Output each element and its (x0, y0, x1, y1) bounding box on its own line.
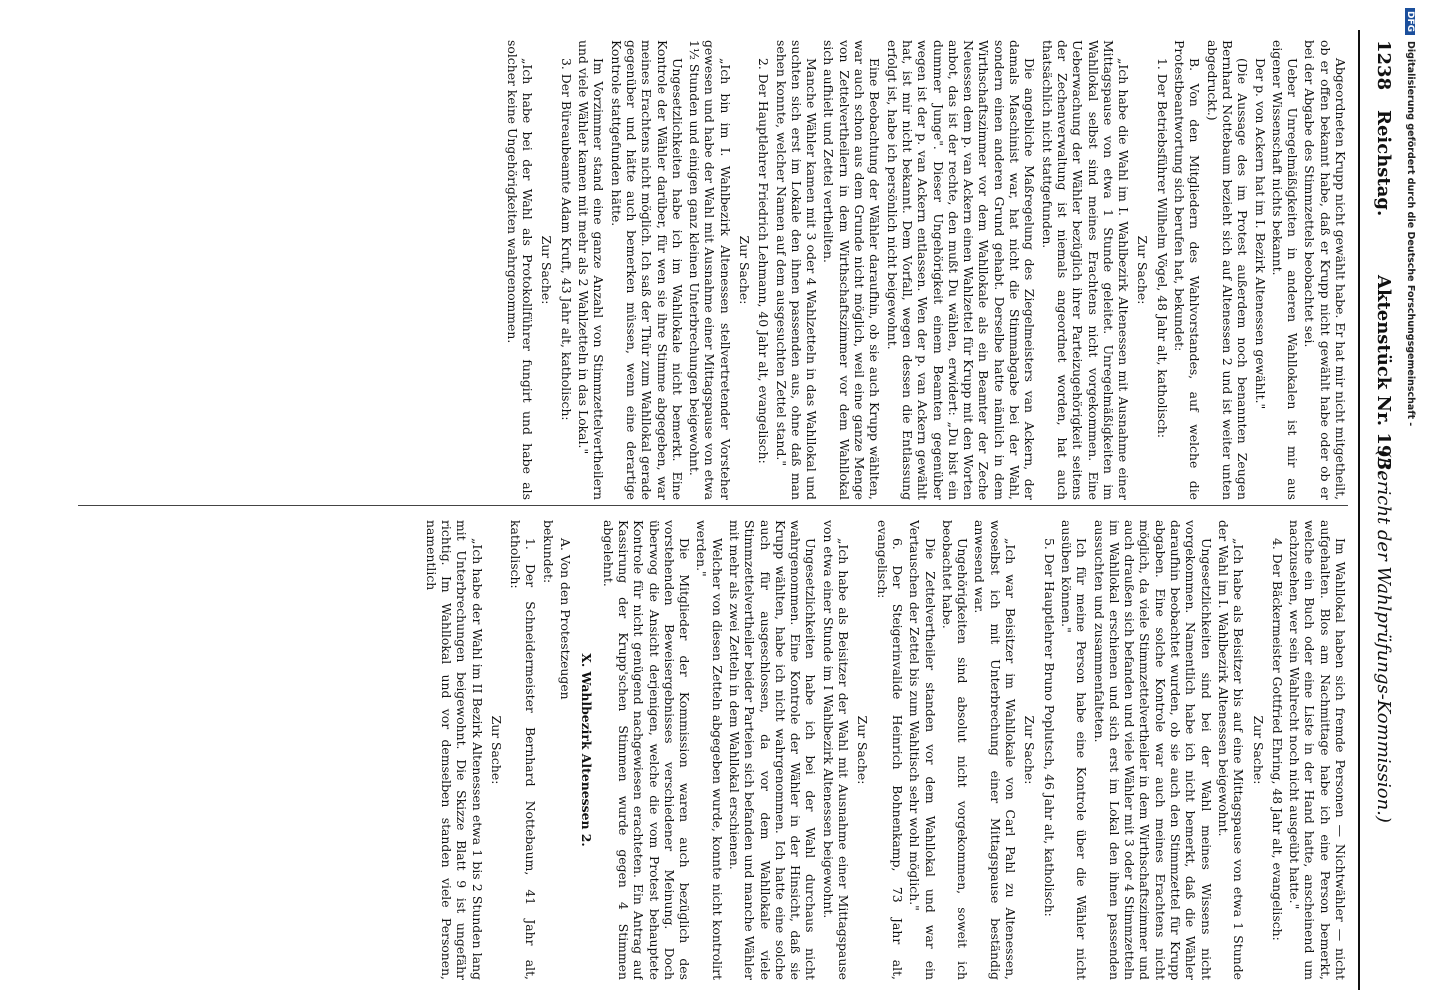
section-label: Zur Sache: (1250, 715, 1266, 785)
paragraph: Ungesetzlichkeiten habe ich bei der Wahl durchaus nicht wahrgenommen. Eine Kontrole der Wähler in der Hinsicht, daß sie Krupp wählten, habe ich nicht wahrgenommen. Ich hatte eine solche auch für ausgeschlossen, da vor dem Wahllokale viele Stimmzettelvertheiler beider Parteien sich befanden und manche Wähler mit mehr als zwei Zetteln in dem Wahllokal erschienen. (727, 520, 819, 980)
paragraph: 1. Der Schneidermeister Bernhard Nottebaum, 41 Jahr alt, katholisch: (508, 520, 539, 980)
section-label: Zur Sache: (1135, 235, 1151, 305)
paragraph: A. Von den Protestzeugen (558, 538, 574, 700)
paragraph: Die Mitglieder der Kommission waren auch bezüglich des vorstehenden Beweisergebnisses verschiedener Meinung. Doch überwog die Ansicht derjenigen, welche die vom Protest behauptete Kontrole für nicht genügend nachgewiesen erachteten. Ein Antrag auf Kassirung der Krupp'schen Stimmen wurde gegen 4 Stimmen abgelehnt. (600, 520, 693, 980)
paragraph: „Ich bin im I. Wahlbezirk Altenessen stellvertretender Vorsteher gewesen und habe der Wahl mit Ausnahme einer Mittagspause von etwa 1½ Stunden und einigen ganz kleinen Unterbrechungen beigewohnt. (687, 40, 733, 500)
section-label: Zur Sache: (1022, 715, 1038, 785)
paragraph: Ungehörigkeiten sind absolut nicht vorgekommen, soweit ich beobachtet habe. (939, 520, 971, 980)
paragraph: Ungesetzlichkeiten sind bei der Wahl meines Wissens nicht vorgekommen. Namentlich habe ich nicht bemerkt, daß die Wähler daraufhin beobachtet wurden, ob sie auch den Stimmzettel für Krupp abgaben. Eine solche Kontrole war auch meines Erachtens nicht möglich, da viele Stimmzettelvertheiler in dem Wirthschaftszimmer und auch draußen sich befanden und viele Wähler mit 3 oder 4 Stimmzetteln im Wahllokal erschienen und sich erst im Lokal den ihnen passenden aussuchten und zusammenfalteten. (1091, 520, 1214, 980)
section-label: Zur Sache: (855, 715, 871, 785)
right-text-column (68, 520, 1348, 980)
paragraph: Ungesetzlichkeiten habe ich im Wahllokale nicht bemerkt. Eine Kontrole der Wähler darüber, für wen sie ihre Stimme abgegeben, war meines Erachtens nicht möglich. Ich saß der Thür zum Wahllokal gerade gegenüber und hätte auch bemerken müssen, wenn eine derartige Kontrole stattgefunden hätte. (608, 40, 685, 500)
page-number: 1238 (1373, 40, 1394, 91)
running-head-right: (Bericht der Wahlprüfungs-Kommission.) (1373, 450, 1394, 823)
paragraph: „Ich habe der Wahl im II Bezirk Altenessen etwa 1 bis 2 Stunden lang mit Unterbrechungen beigewohnt. Die Skizze Blatt 9 ist ungefähr richtig. Im Wahllokal und vor demselben standen viele Personen, namentlich (423, 520, 485, 980)
paragraph: Eine Beobachtung der Wähler daraufhin, ob sie auch Krupp wählten, war auch schon aus dem Grunde nicht möglich, weil eine ganze Menge von Zettelvertheilern in dem Wirthschaftszimmer vor dem Wahllokal sich aufhielt und Zettel vertheilten. (821, 40, 883, 500)
paragraph: 4. Der Bäckermeister Gottfried Ehring, 48 Jahr alt, evangelisch: (1269, 538, 1285, 941)
paragraph: Die Zettelvertheiler standen vor dem Wahllokal und war ein Vertauschen der Zettel bis zum Wahltisch sehr wohl möglich." (907, 520, 938, 980)
paragraph: Im Vorzimmer stand eine ganze Anzahl von Stimmzettelvertheilern und viele Wähler kamen mit mehr als 2 Wahlzetteln in das Lokal." (576, 40, 607, 500)
paragraph: 6. Der Steigerinvalide Heinrich Bohnenkamp, 73 Jahr alt, evangelisch: (874, 520, 905, 980)
credit-text: Digitalisierung gefördert durch die Deutsche Forschungsgemeinschaft - (1405, 41, 1416, 427)
paragraph: Abgeordneten Krupp nicht gewählt habe. Er hat mir nicht mitgetheilt, ob er offen bekannt habe, daß er Krupp nicht gewählt habe oder ob er bei der Abgabe des Stimmzettels beobachtet sei. (1302, 40, 1348, 500)
paragraph: „Ich habe als Beisitzer bis auf eine Mittagspause von etwa 1 Stunde der Wahl im I. Wahlbezirk Altenessen beigewohnt. (1215, 520, 1247, 980)
paragraph: Die angebliche Maßregelung des Ziegelmeisters van Ackern, der damals Maschinist war, hat nicht die Stimmabgabe bei der Wahl, sondern einen anderen Grund gehabt. Derselbe hatte nämlich in dem Wirthschaftszimmer vor dem Wahllokale als ein Beamter der Zeche Neuessen dem p. van Ackern einen Wahlzettel für Krupp mit den Worten anbot, das ist der rechte, den mußt Du wählen, erwidert: „Du bist ein dummer Junge". Dieser Ungehörigkeit einem Beamten gegenüber wegen ist der p. van Ackern entlassen. Wen der p. van Ackern gewählt hat, ist mir nicht bekannt. Dem Vorfall, wegen dessen die Entlassung erfolgt ist, habe ich persönlich nicht beigewohnt. (884, 40, 1038, 500)
document-title: Aktenstück Nr. 193. (1373, 275, 1394, 477)
dfg-logo: DFG (1405, 8, 1415, 35)
section-heading: X. Wahlbezirk Altenessen 2. (579, 653, 595, 847)
section-label: Zur Sache: (488, 715, 504, 785)
paragraph: 1. Der Betriebsführer Wilhelm Vögel, 48 Jahr alt, katholisch: (1154, 58, 1170, 439)
paragraph: Der p. von Ackern hat im I. Bezirk Altenessen gewählt." (1252, 58, 1268, 410)
section-label: Zur Sache: (737, 235, 753, 305)
paragraph: „Ich war Beisitzer im Wahllokale von Carl Pahl zu Altenessen, woselbst ich mit Unterbrechung einer Mittagspause beständig anwesend war. (972, 520, 1019, 980)
paragraph: Manche Wähler kamen mit 3 oder 4 Wahlzetteln in das Wahllokal und suchten sich erst im Lokale den ihnen passenden aus, ohne daß man sehen konnte, welcher Namen auf dem ausgesuchten Zettel stand." (773, 40, 820, 500)
rotated-document-page (60, 30, 1400, 990)
paragraph: „Ich habe als Beisitzer der Wahl mit Ausnahme einer Mittagspause von etwa einer Stunde im I Wahlbezirk Altenessen beigewohnt. (820, 520, 852, 980)
paragraph: „Ich habe bei der Wahl als Protokollführer fungirt und habe als solcher keine Ungehörigkeiten wahrgenommen. (504, 40, 536, 500)
paragraph: 3. Der Büreaubeamte Adam Kruft, 43 Jahr alt, katholisch: (558, 58, 574, 421)
left-text-column (68, 40, 1348, 500)
paragraph: Ueber Unregelmäßigkeiten in anderen Wahllokalen ist mir aus eigener Wissenschaft nichts bekannt. (1269, 40, 1301, 500)
paragraph: 2. Der Hauptlehrer Friedrich Lehmann, 40 Jahr alt, evangelisch: (756, 58, 772, 464)
digitization-credit (1402, 8, 1416, 988)
column-divider (78, 505, 1348, 506)
paragraph: (Die Aussage des im Protest außerdem noch benannten Zeugen Bernhard Nottebaum bezieht sich auf Altenessen 2 und ist weiter unten abgedruckt.) (1204, 40, 1251, 500)
paragraph: bekundet: (540, 520, 556, 584)
paragraph: Im Wahllokal haben sich fremde Personen — Nichtwähler — nicht aufgehalten. Blos am Nachmittage habe ich eine Person bemerkt, welche ein Buch oder eine Liste in der Hand hatte, anscheinend um nachzusehen, wer sein Wahlrecht noch nicht ausgeübt hatte." (1287, 520, 1348, 980)
running-head-left: Reichstag. (1373, 110, 1394, 217)
page-header (1364, 30, 1400, 990)
paragraph: „Ich habe die Wahl im I. Wahlbezirk Altenessen mit Ausnahme einer Mittagspause von etwa 1 Stunde geleitet. Unregelmäßigkeiten im Wahllokal selbst sind meines Erachtens nicht vorgekommen. Eine Ueberwachung der Wähler bezüglich ihrer Parteizugehörigkeit seitens der Zechenverwaltung ist niemals angeordnet worden, hat auch thatsächlich nicht stattgefunden. (1039, 40, 1132, 500)
paragraph: Welcher von diesen Zetteln abgegeben wurde, konnte nicht kontrolirt werden." (694, 520, 725, 980)
header-rule (1358, 30, 1360, 990)
section-label: Zur Sache: (539, 235, 555, 305)
paragraph: B. Von den Mitgliedern des Wahlvorstandes, auf welche die Protestbeantwortung sich berufen hat, bekundet: (1172, 40, 1203, 500)
paragraph: Ich für meine Person habe eine Kontrole über die Wähler nicht ausüben können." (1058, 520, 1090, 980)
paragraph: 5. Der Hauptlehrer Bruno Poplutsch, 46 Jahr alt, katholisch: (1041, 538, 1057, 917)
